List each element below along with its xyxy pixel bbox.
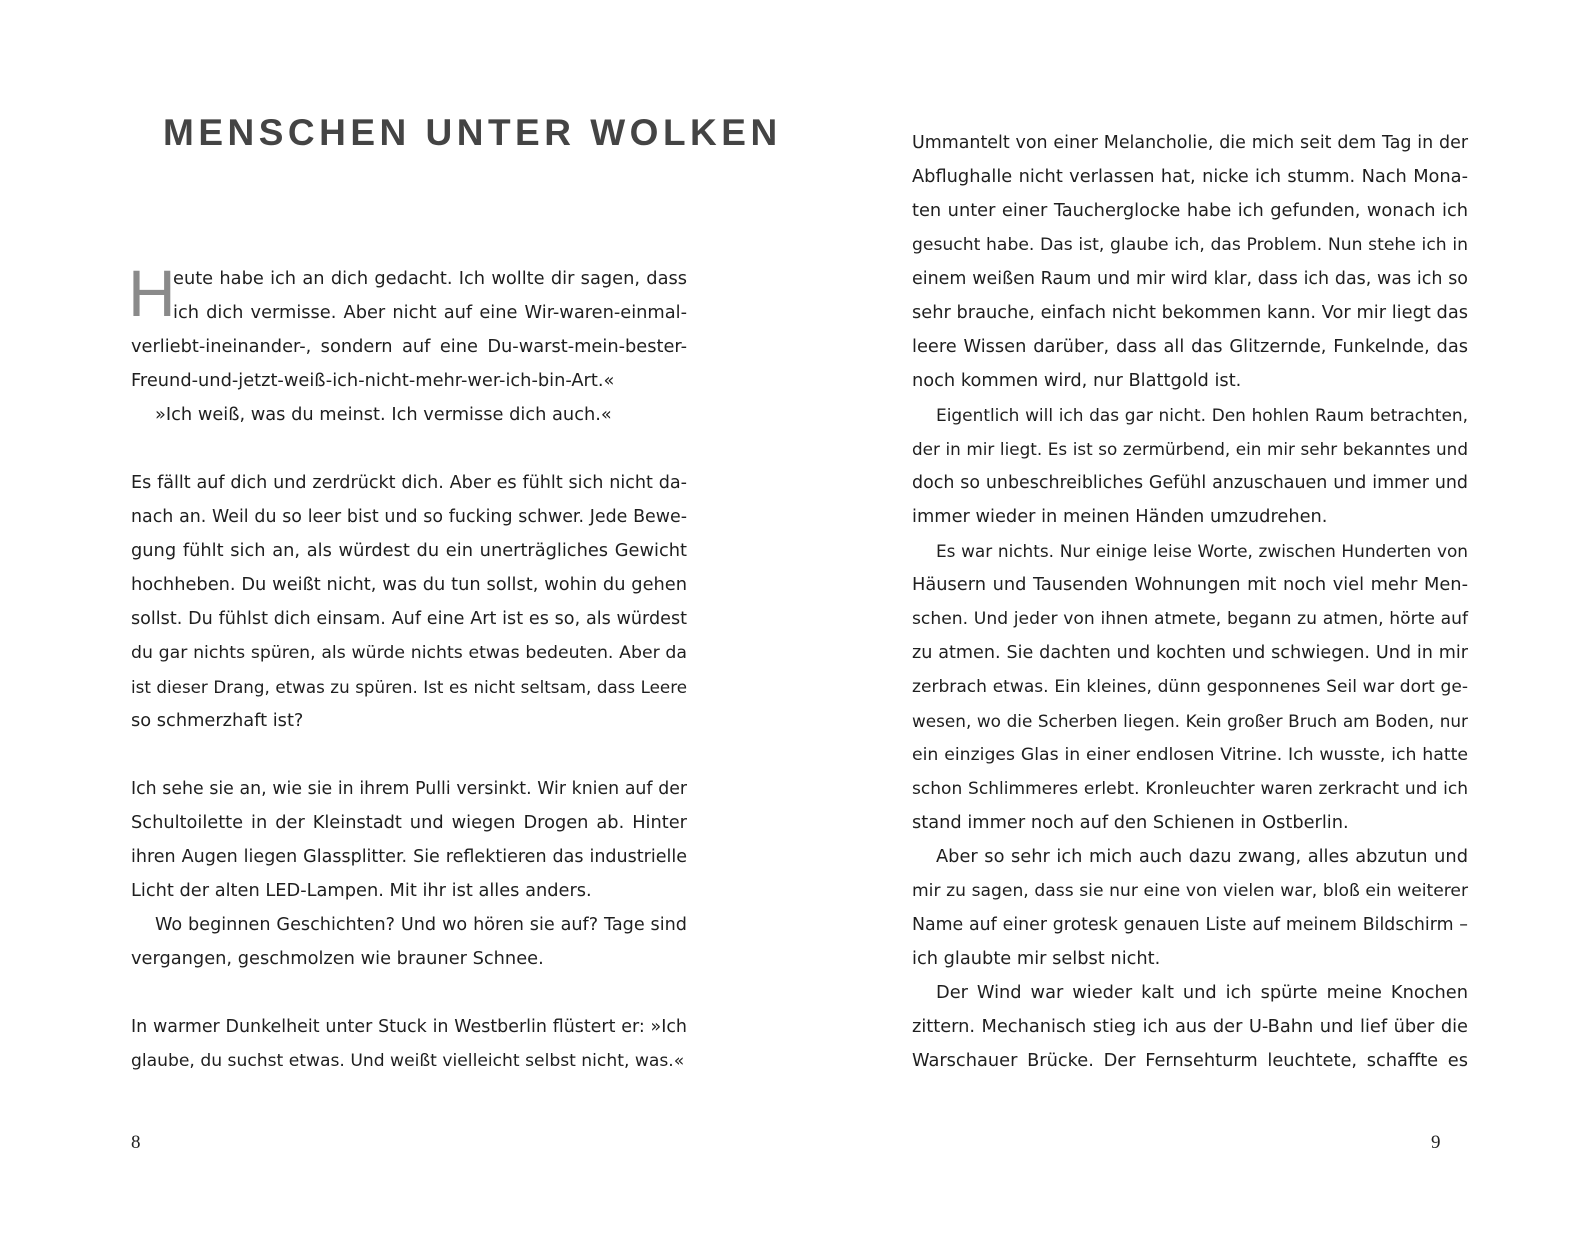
text-line: schen. Und jeder von ihnen atmete, begann zu atmen, hörte auf [912, 609, 1468, 629]
text-line: vergangen, geschmolzen wie brauner Schnee. [131, 948, 544, 969]
text-line: In warmer Dunkelheit unter Stuck in Westberlin flüstert er: »Ich [131, 1017, 687, 1037]
paragraph [912, 398, 1468, 534]
text-line: gung fühlt sich an, als würdest du ein unerträgliches Gewicht [131, 540, 687, 561]
text-line: schon Schlimmeres erlebt. Kronleuchter waren zerkracht und ich [912, 779, 1468, 799]
text-line: ihren Augen liegen Glassplitter. Sie reflektieren das industrielle [131, 847, 687, 867]
text-line: nach an. Weil du so leer bist und so fucking schwer. Jede Bewe- [131, 507, 687, 527]
text-line: Es fällt auf dich und zerdrückt dich. Aber es fühlt sich nicht da- [131, 473, 687, 493]
text-line: ten unter einer Taucherglocke habe ich gefunden, wonach ich [912, 200, 1468, 221]
text-line: noch kommen wird, nur Blattgold ist. [912, 370, 1242, 391]
paragraph [131, 466, 687, 738]
paragraph [912, 126, 1468, 398]
text-line: Wo beginnen Geschichten? Und wo hören sie auf? Tage sind [155, 915, 687, 935]
section-break [131, 432, 687, 466]
text-line: so schmerzhaft ist? [131, 710, 304, 731]
paragraph [912, 976, 1468, 1078]
text-line: der in mir liegt. Es ist so zermürbend, ein mir sehr bekanntes und [912, 439, 1468, 459]
drop-cap: H [128, 256, 176, 330]
text-line: Der Wind war wieder kalt und ich spürte meine Knochen [936, 982, 1468, 1003]
text-line: leere Wissen darüber, dass all das Glitzernde, Funkelnde, das [912, 336, 1468, 357]
text-line: Es war nichts. Nur einige leise Worte, zwischen Hunderten von [936, 541, 1468, 561]
page-number-left: 8 [131, 1132, 141, 1153]
paragraph [912, 534, 1468, 840]
text-line: Name auf einer grotesk genauen Liste auf meinem Bildschirm – [912, 915, 1468, 935]
left-text-column [128, 256, 687, 1078]
text-line: einem weißen Raum und mir wird klar, dass ich das, was ich so [912, 269, 1468, 289]
text-line: Ummantelt von einer Melancholie, die mich seit dem Tag in der [912, 133, 1468, 153]
paragraph [131, 772, 687, 908]
text-line: Freund-und-jetzt-weiß-ich-nicht-mehr-wer-ich-bin-Art.« [131, 370, 615, 391]
page-number-right: 9 [1431, 1132, 1441, 1153]
paragraph [912, 840, 1468, 976]
text-line: Warschauer Brücke. Der Fernsehturm leuchtete, schaffte es [912, 1050, 1468, 1071]
text-line: Schultoilette in der Kleinstadt und wiegen Drogen ab. Hinter [131, 812, 687, 833]
text-line: zerbrach etwas. Ein kleines, dünn gesponnenes Seil war dort ge- [912, 677, 1468, 697]
text-line: sollst. Du fühlst dich einsam. Auf eine Art ist es so, als würdest [131, 609, 687, 629]
text-line: Ich sehe sie an, wie sie in ihrem Pulli versinkt. Wir knien auf der [131, 779, 687, 799]
right-text-column [912, 126, 1468, 1078]
text-line: du gar nichts spüren, als würde nichts etwas bedeuten. Aber da [131, 643, 687, 663]
text-line: mir zu sagen, dass sie nur eine von vielen war, bloß ein weiterer [912, 881, 1468, 901]
right-page [797, 0, 1594, 1240]
text-line: doch so unbeschreibliches Gefühl anzuschauen und immer und [912, 473, 1468, 493]
text-line: wesen, wo die Scherben liegen. Kein großer Bruch am Boden, nur [912, 711, 1468, 731]
text-line: Eigentlich will ich das gar nicht. Den hohlen Raum betrachten, [936, 405, 1468, 425]
text-line: sehr brauche, einfach nicht bekommen kann. Vor mir liegt das [912, 302, 1468, 323]
paragraph [131, 398, 687, 432]
text-line: immer wieder in meinen Händen umzudrehen. [912, 506, 1328, 527]
text-line: glaube, du suchst etwas. Und weißt vielleicht selbst nicht, was.« [131, 1051, 685, 1071]
text-line: Abflughalle nicht verlassen hat, nicke ich stumm. Nach Mona- [912, 166, 1468, 187]
text-line: stand immer noch auf den Schienen in Ostberlin. [912, 812, 1349, 833]
text-line: Aber so sehr ich mich auch dazu zwang, alles abzutun und [936, 846, 1468, 867]
text-line: hochheben. Du weißt nicht, was du tun sollst, wohin du gehen [131, 574, 687, 595]
text-line: gesucht habe. Das ist, glaube ich, das Problem. Nun stehe ich in [912, 235, 1468, 255]
text-line: ich dich vermisse. Aber nicht auf eine Wir-waren-einmal- [173, 302, 687, 323]
section-break [131, 738, 687, 772]
text-line: ich glaubte mir selbst nicht. [912, 948, 1161, 969]
text-line: ein einziges Glas in einer endlosen Vitrine. Ich wusste, ich hatte [912, 745, 1468, 765]
text-line: eute habe ich an dich gedacht. Ich wollte dir sagen, dass [173, 268, 687, 289]
text-line: verliebt-ineinander-, sondern auf eine Du-warst-mein-bester- [131, 336, 687, 357]
paragraph [128, 256, 687, 398]
text-line: Häusern und Tausenden Wohnungen mit noch viel mehr Men- [912, 574, 1468, 595]
text-line: ist dieser Drang, etwas zu spüren. Ist es nicht seltsam, dass Leere [131, 677, 687, 697]
paragraph [131, 908, 687, 976]
section-break [131, 976, 687, 1010]
text-line: »Ich weiß, was du meinst. Ich vermisse dich auch.« [155, 404, 612, 425]
text-line: zittern. Mechanisch stieg ich aus der U-Bahn und lief über die [912, 1016, 1468, 1037]
paragraph [131, 1010, 687, 1078]
text-line: Licht der alten LED-Lampen. Mit ihr ist alles anders. [131, 880, 592, 901]
chapter-title: MENSCHEN UNTER WOLKEN [163, 112, 782, 153]
text-line: zu atmen. Sie dachten und kochten und schwiegen. Und in mir [912, 643, 1468, 663]
